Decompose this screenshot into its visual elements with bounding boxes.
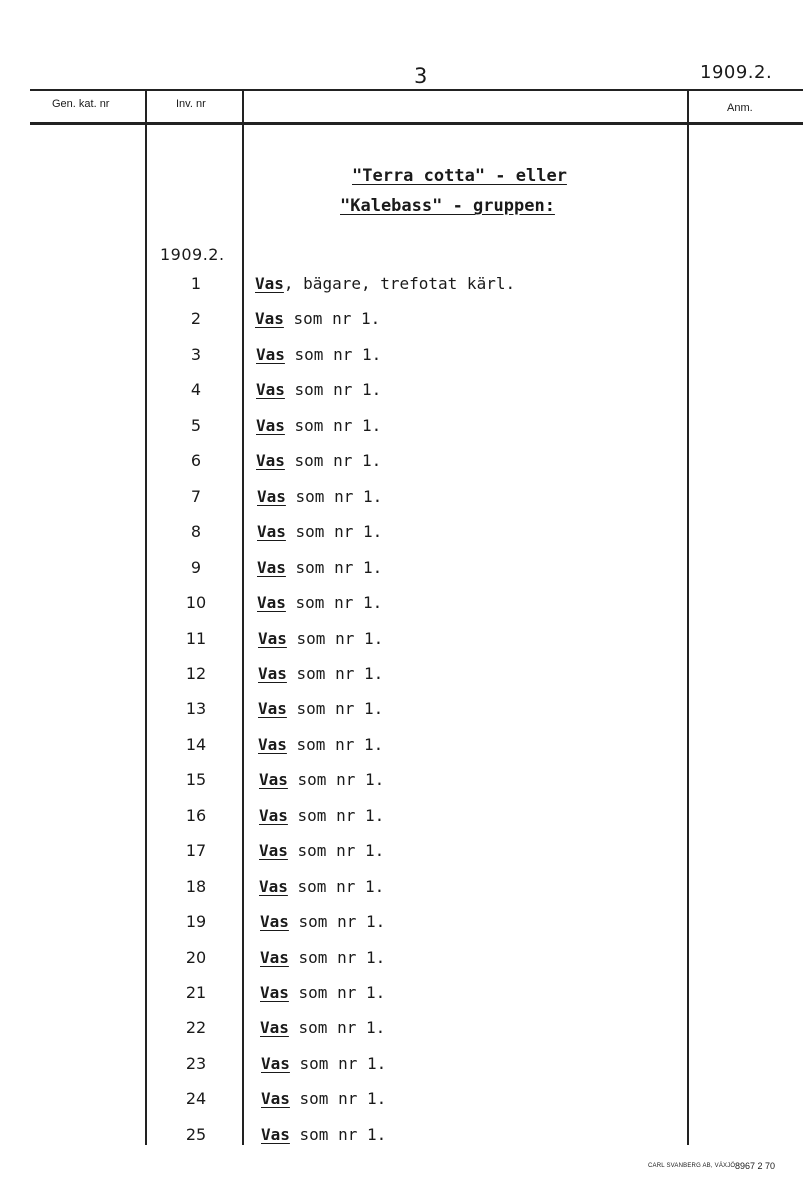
entry-text: som nr 1. — [286, 664, 384, 683]
inv-number: 13 — [185, 699, 207, 718]
entry-text: som nr 1. — [286, 629, 384, 648]
entry-object-type: Vas — [258, 735, 287, 754]
inv-number: 8 — [190, 522, 202, 541]
page-number: 3 — [414, 64, 428, 88]
column-header-inv: Inv. nr — [176, 98, 206, 110]
entry-description — [258, 735, 383, 754]
inv-number: 18 — [185, 877, 207, 896]
entry-text: som nr 1. — [288, 983, 386, 1002]
entry-text: som nr 1. — [285, 593, 383, 612]
inv-number: 17 — [185, 841, 207, 860]
entry-object-type: Vas — [256, 345, 285, 364]
entry-text: som nr 1. — [287, 770, 385, 789]
entry-object-type: Vas — [258, 699, 287, 718]
entry-text: som nr 1. — [283, 309, 381, 328]
entry-description — [258, 699, 383, 718]
entry-object-type: Vas — [260, 983, 289, 1002]
printer-imprint: CARL SVANBERG AB, VÄXJÖ — [648, 1163, 736, 1169]
entry-description — [257, 593, 382, 612]
inv-number: 12 — [185, 664, 207, 683]
column-divider-gen-kat — [145, 90, 147, 1145]
column-header-anm: Anm. — [727, 102, 753, 114]
inv-number: 3 — [190, 345, 202, 364]
entry-description — [259, 806, 384, 825]
inv-number: 9 — [190, 558, 202, 577]
entry-description — [258, 629, 383, 648]
entry-object-type: Vas — [261, 1089, 290, 1108]
entry-object-type: Vas — [256, 451, 285, 470]
entry-object-type: Vas — [258, 629, 287, 648]
inv-number: 10 — [185, 593, 207, 612]
inv-number: 25 — [185, 1125, 207, 1144]
entry-text: som nr 1. — [289, 1089, 387, 1108]
entry-description — [260, 983, 385, 1002]
form-number: 8967 2 70 — [735, 1161, 776, 1171]
entry-object-type: Vas — [259, 841, 288, 860]
entry-object-type: Vas — [256, 416, 285, 435]
inv-number: 22 — [185, 1018, 207, 1037]
entry-description — [260, 1018, 385, 1037]
entry-description — [256, 345, 381, 364]
entry-description — [260, 912, 385, 931]
entry-description — [257, 558, 382, 577]
entry-text: som nr 1. — [286, 735, 384, 754]
entry-text: som nr 1. — [288, 912, 386, 931]
entry-description — [256, 416, 381, 435]
entry-object-type: Vas — [256, 380, 285, 399]
inv-number: 14 — [185, 735, 207, 754]
entry-text: som nr 1. — [287, 877, 385, 896]
entry-description — [258, 664, 383, 683]
entry-object-type: Vas — [257, 593, 286, 612]
entry-object-type: Vas — [259, 770, 288, 789]
entry-description — [259, 841, 384, 860]
entry-object-type: Vas — [258, 664, 287, 683]
entry-object-type: Vas — [255, 309, 284, 328]
entry-text: som nr 1. — [285, 487, 383, 506]
entry-text: som nr 1. — [288, 948, 386, 967]
entry-text: som nr 1. — [287, 841, 385, 860]
entry-text: som nr 1. — [284, 380, 382, 399]
entry-description — [255, 274, 515, 293]
inv-number: 1 — [190, 274, 202, 293]
entry-object-type: Vas — [259, 877, 288, 896]
entry-text: som nr 1. — [285, 558, 383, 577]
entry-description — [256, 380, 381, 399]
entry-text: som nr 1. — [287, 806, 385, 825]
entry-description — [261, 1089, 386, 1108]
entry-object-type: Vas — [260, 948, 289, 967]
inventory-group-label: 1909.2. — [160, 245, 225, 264]
entry-text: som nr 1. — [288, 1018, 386, 1037]
entry-object-type: Vas — [260, 912, 289, 931]
entry-object-type: Vas — [255, 274, 284, 293]
entry-description — [257, 522, 382, 541]
entry-object-type: Vas — [257, 522, 286, 541]
entry-text: som nr 1. — [284, 451, 382, 470]
inv-number: 21 — [185, 983, 207, 1002]
entry-object-type: Vas — [259, 806, 288, 825]
entry-object-type: Vas — [257, 487, 286, 506]
column-divider-inv — [242, 90, 244, 1145]
entry-description — [257, 487, 382, 506]
entry-description — [260, 948, 385, 967]
inv-number: 4 — [190, 380, 202, 399]
inv-number: 7 — [190, 487, 202, 506]
entry-description — [259, 770, 384, 789]
entry-text: som nr 1. — [285, 522, 383, 541]
entry-object-type: Vas — [261, 1054, 290, 1073]
inv-number: 19 — [185, 912, 207, 931]
inv-number: 5 — [190, 416, 202, 435]
group-title-line-1: "Terra cotta" - eller — [352, 166, 567, 186]
column-header-gen-kat: Gen. kat. nr — [52, 98, 110, 110]
inv-number: 16 — [185, 806, 207, 825]
entry-object-type: Vas — [261, 1125, 290, 1144]
inv-number: 2 — [190, 309, 202, 328]
inv-number: 11 — [185, 629, 207, 648]
entry-description — [259, 877, 384, 896]
inv-number: 6 — [190, 451, 202, 470]
entry-text: som nr 1. — [286, 699, 384, 718]
entry-text: , bägare, trefotat kärl. — [283, 274, 516, 293]
entry-text: som nr 1. — [289, 1125, 387, 1144]
inv-number: 20 — [185, 948, 207, 967]
inv-number: 15 — [185, 770, 207, 789]
inv-number: 24 — [185, 1089, 207, 1108]
header-date-code: 1909.2. — [700, 62, 773, 83]
entry-description — [261, 1125, 386, 1144]
entry-description — [256, 451, 381, 470]
entry-description — [261, 1054, 386, 1073]
entry-text: som nr 1. — [284, 416, 382, 435]
group-title-line-2: "Kalebass" - gruppen: — [340, 196, 555, 216]
entry-description — [255, 309, 380, 328]
entry-object-type: Vas — [257, 558, 286, 577]
entry-text: som nr 1. — [284, 345, 382, 364]
column-divider-anm — [687, 90, 689, 1145]
entry-object-type: Vas — [260, 1018, 289, 1037]
inv-number: 23 — [185, 1054, 207, 1073]
entry-text: som nr 1. — [289, 1054, 387, 1073]
